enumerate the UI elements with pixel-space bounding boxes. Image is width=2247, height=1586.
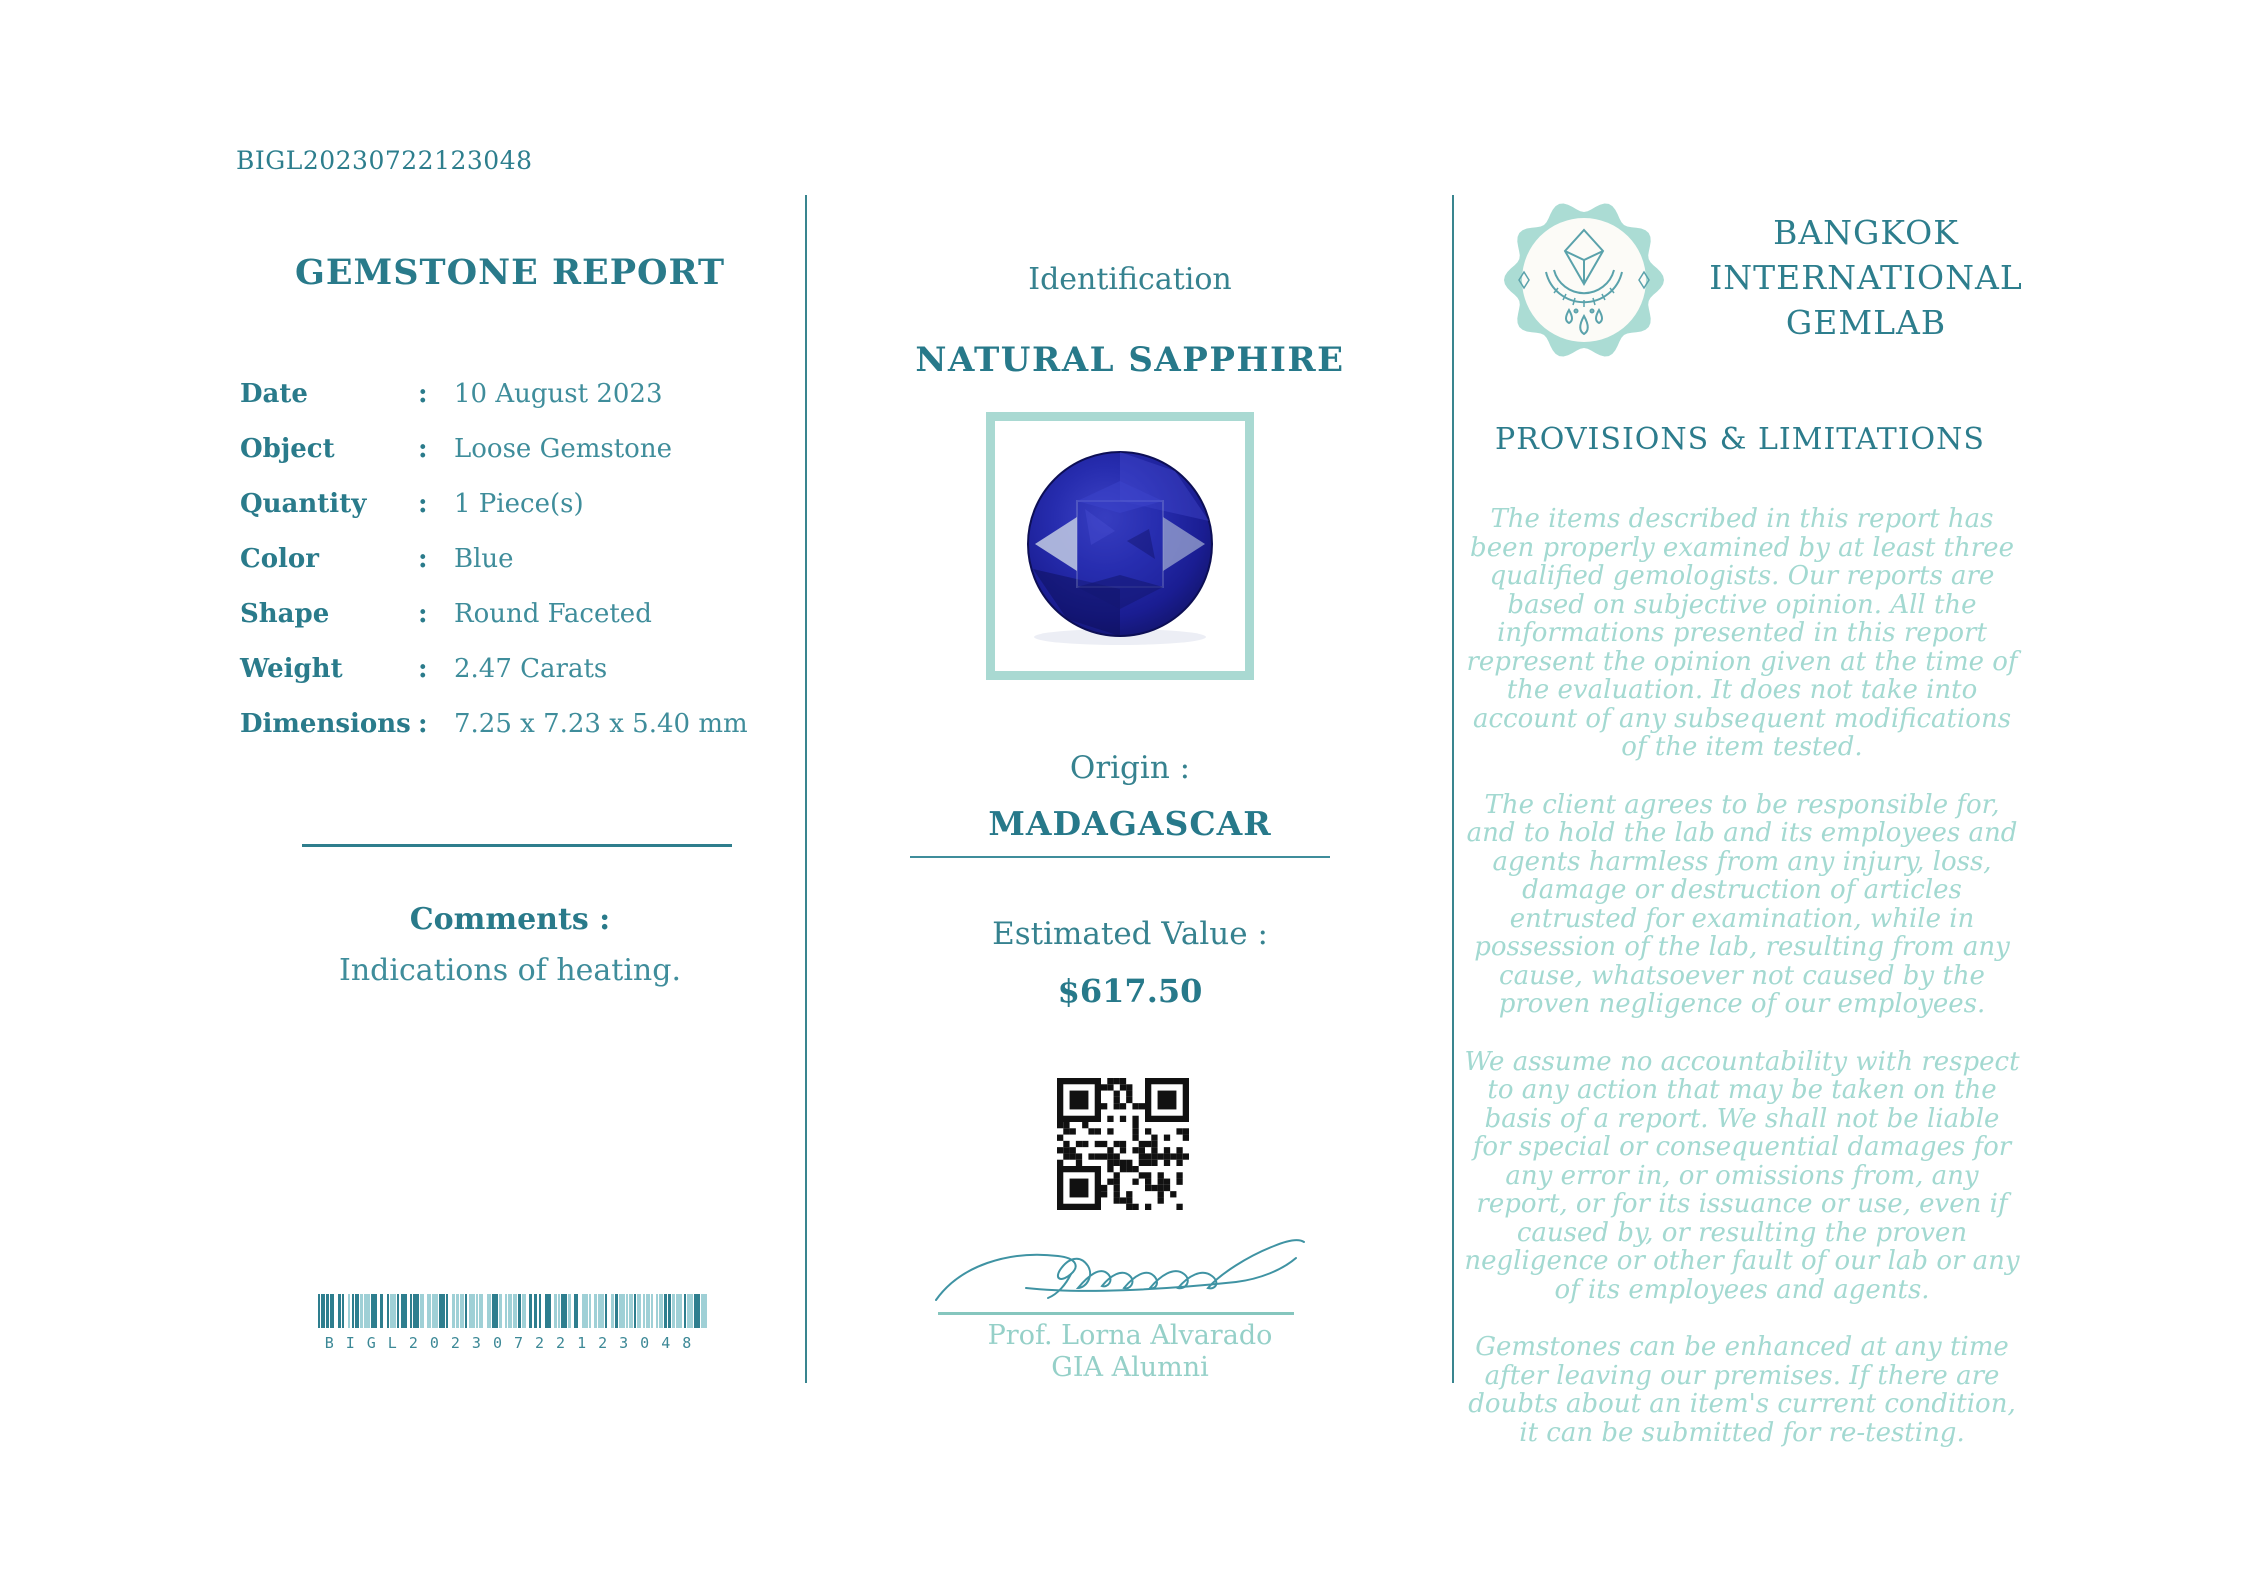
field-label: Date: [240, 378, 308, 409]
field-label: Dimensions: [240, 708, 411, 739]
table-row: Shape : Round Faceted: [240, 598, 652, 629]
lab-name-line: BANGKOK: [1773, 213, 1959, 252]
details-table: [240, 366, 800, 751]
field-label: Object: [240, 433, 335, 464]
signatory-title: GIA Alumni: [1051, 1352, 1209, 1383]
field-label: Color: [240, 543, 319, 574]
field-label: Quantity: [240, 488, 367, 519]
lab-name-line: GEMLAB: [1785, 303, 1947, 342]
comments-text: Indications of heating.: [339, 953, 681, 988]
field-value: 7.25 x 7.23 x 5.40 mm: [454, 708, 748, 739]
field-value: Round Faceted: [454, 598, 652, 629]
field-value: 2.47 Carats: [454, 653, 608, 684]
gemlab-logo-icon: [1502, 198, 1666, 362]
signatory-name: Prof. Lorna Alvarado: [987, 1320, 1273, 1351]
table-row: Date : 10 August 2023: [240, 378, 663, 409]
gem-identification: NATURAL SAPPHIRE: [915, 340, 1345, 380]
provisions-paragraph: Gemstones can be enhanced at any time after leaving our premises. If there are doubts about an item's current condition, it can be submitted for re-testing.: [1468, 1332, 2016, 1448]
signature-script: [930, 1232, 1310, 1314]
identification-heading: Identification: [1028, 262, 1232, 297]
table-row: Object : Loose Gemstone: [240, 433, 672, 464]
lab-name-line: INTERNATIONAL: [1709, 258, 2023, 297]
lab-name: [1676, 210, 2056, 345]
table-row: Color : Blue: [240, 543, 514, 574]
barcode-bars-image: [318, 1294, 710, 1328]
comments-section: [240, 902, 780, 988]
origin-value: MADAGASCAR: [988, 804, 1272, 843]
gem-photo-frame: [986, 412, 1254, 680]
provisions-text: [1462, 505, 2022, 1476]
provisions-heading: PROVISIONS & LIMITATIONS: [1495, 422, 1985, 457]
estimated-value: $617.50: [1057, 972, 1203, 1010]
origin-label: Origin :: [1069, 750, 1191, 786]
signature-line: [938, 1312, 1294, 1315]
provisions-paragraph: We assume no accountability with respect to any action that may be taken on the basis of a report. We shall not be liable for special or consequential damages for any error in, or omissions from, any report, or for its issuance or use, even if caused by, or resulting the proven negligence or other fault of our lab or any of its employees and agents.: [1464, 1046, 2020, 1305]
qr-code: [1057, 1078, 1189, 1210]
section-divider: [910, 856, 1330, 858]
report-number: BIGL20230722123048: [236, 146, 533, 175]
field-label: Shape: [240, 598, 330, 629]
field-label: Weight: [240, 653, 343, 684]
sapphire-photo: [1015, 441, 1225, 651]
field-value: Blue: [454, 543, 514, 574]
field-value: Loose Gemstone: [454, 433, 672, 464]
table-row: Quantity : 1 Piece(s): [240, 488, 584, 519]
page-title: GEMSTONE REPORT: [294, 252, 726, 293]
barcode-text: BIGL20230722123048: [324, 1334, 704, 1352]
field-value: 1 Piece(s): [454, 488, 584, 519]
barcode: [318, 1294, 710, 1352]
section-divider: [302, 844, 732, 847]
provisions-paragraph: The items described in this report has been properly examined by at least three qualified gemologists. Our reports are based on subjective opinion. All the informations presented in this report represent the opinion given at the time of the evaluation. It does not take into account of any subsequent modifications of the item tested.: [1466, 504, 2018, 762]
table-row: Weight : 2.47 Carats: [240, 653, 608, 684]
column-divider-left: [805, 195, 807, 1383]
provisions-paragraph: The client agrees to be responsible for, and to hold the lab and its employees and agents harmless from any injury, loss, damage or destruction of articles entrusted for examination, while in possession of the lab, resulting from any cause, whatsoever not caused by the proven negligence of our employees.: [1466, 789, 2018, 1019]
column-divider-right: [1452, 195, 1454, 1383]
table-row: Dimensions : 7.25 x 7.23 x 5.40 mm: [240, 708, 748, 739]
estimated-value-label: Estimated Value :: [992, 916, 1268, 952]
field-value: 10 August 2023: [454, 378, 663, 409]
comments-label: Comments :: [409, 902, 611, 937]
